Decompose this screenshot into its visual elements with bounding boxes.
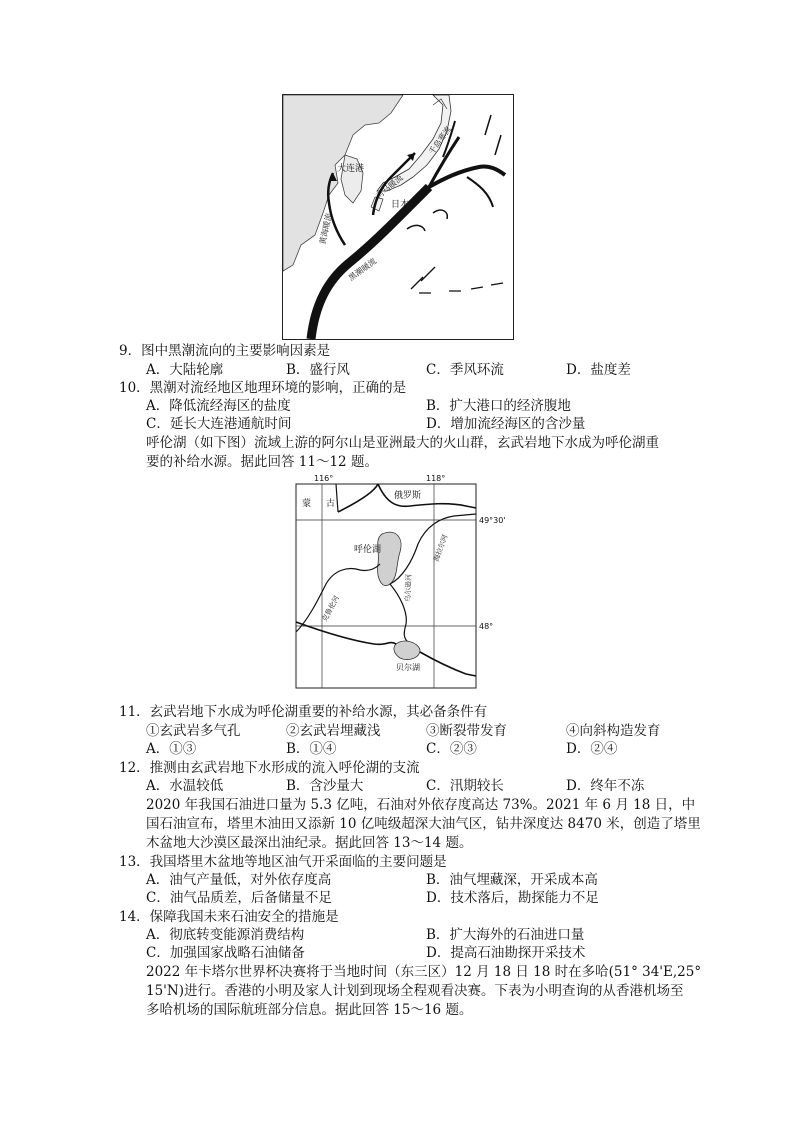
arrow-3 [421, 267, 435, 281]
label-russia: 俄罗斯 [394, 491, 422, 501]
q9-option-a[interactable]: A．大陆轮廓 [146, 362, 224, 378]
q13-option-b[interactable]: B．油气埋藏深，开采成本高 [426, 872, 598, 888]
q11-option-a[interactable]: A．①③ [146, 741, 197, 757]
westward-arrows [419, 283, 503, 293]
eddy-1 [407, 225, 425, 231]
q9-option-c[interactable]: C．季风环流 [426, 362, 504, 378]
q12-option-b[interactable]: B．含沙量大 [286, 778, 364, 794]
arrow-4 [411, 277, 423, 289]
label-kuroshio: 黑潮暖流 [346, 256, 379, 283]
kuroshio-south-branch [467, 177, 493, 207]
q13-option-a[interactable]: A．油气产量低，对外依存度高 [146, 872, 332, 888]
arrow-1 [485, 115, 491, 135]
intro-13-line-3: 木盆地大沙漠区最深出油纪录。据此回答 13～14 题。 [146, 835, 473, 851]
label-lat-4930: 49°30' [479, 516, 506, 525]
intro-15-line-3: 多哈机场的国际航班部分信息。据此回答 15～16 题。 [146, 1002, 473, 1018]
q11-item-4: ④向斜构造发育 [566, 723, 661, 739]
label-hulun: 呼伦湖 [354, 545, 382, 555]
label-buir: 贝尔湖 [396, 663, 420, 672]
intro-15-line-2: 15'N)进行。香港的小明及家人计划到现场全程观看决赛。下表为小明查询的从香港机场至 [146, 983, 684, 999]
q14-option-d[interactable]: D．提高石油勘探开采技术 [426, 945, 586, 961]
label-mongolia-2: 古 [326, 499, 336, 509]
label-lat-48: 48° [479, 622, 494, 631]
q10-option-b[interactable]: B．扩大港口的经济腹地 [426, 398, 571, 414]
q13-option-c[interactable]: C．油气品质差，后备储量不足 [146, 890, 332, 906]
hulun-lake-map [278, 472, 518, 704]
label-dalian: 大连港 [337, 164, 365, 174]
q11-item-3: ③断裂带发育 [426, 723, 507, 739]
intro-13-line-1: 2020 年我国石油进口量为 5.3 亿吨，石油对外依存度高达 73%。2021 年 6 月 18 日，中 [146, 797, 696, 813]
q12-option-d[interactable]: D．终年不冻 [566, 778, 645, 794]
q14-stem: 14．保障我国未来石油安全的措施是 [119, 909, 339, 925]
eddy-2 [433, 210, 447, 219]
intro-13-line-2: 国石油宣布，塔里木油田又添新 10 亿吨级超深大油气区，钻井深度达 8470 米，创造了塔里 [146, 816, 701, 832]
intro-11-line-1: 呼伦湖（如下图）流域上游的阿尔山是亚洲最大的火山群，玄武岩地下水成为呼伦湖重 [146, 435, 659, 451]
q12-stem: 12．推测由玄武岩地下水形成的流入呼伦湖的支流 [119, 760, 420, 776]
label-japan: 日本 [391, 200, 410, 210]
q9-option-d[interactable]: D．盐度差 [566, 362, 631, 378]
q10-option-a[interactable]: A．降低流经海区的盐度 [146, 398, 291, 414]
q10-option-d[interactable]: D．增加流经海区的含沙量 [426, 416, 586, 432]
q9-option-b[interactable]: B．盛行风 [286, 362, 350, 378]
q12-option-a[interactable]: A．水温较低 [146, 778, 224, 794]
q10-stem: 10．黑潮对流经地区地理环境的影响，正确的是 [119, 380, 407, 396]
label-oyashio: 千岛寒流 [427, 124, 453, 157]
q13-option-d[interactable]: D．技术落后，勘探能力不足 [426, 890, 599, 906]
map-frame [296, 484, 476, 688]
q12-option-c[interactable]: C．汛期较长 [426, 778, 504, 794]
q11-item-2: ②玄武岩埋藏浅 [286, 723, 381, 739]
label-kherlen: 克鲁伦河 [320, 594, 341, 623]
q9-stem: 9．图中黑潮流向的主要影响因素是 [119, 343, 331, 359]
label-lon-118: 118° [426, 474, 446, 483]
q14-option-c[interactable]: C．加强国家战略石油储备 [146, 945, 305, 961]
arrow-2 [495, 135, 501, 155]
q11-option-c[interactable]: C．②③ [426, 741, 477, 757]
q14-option-b[interactable]: B．扩大海外的石油进口量 [426, 927, 585, 943]
kuroshio-map [282, 94, 514, 340]
q11-option-d[interactable]: D．②④ [566, 741, 618, 757]
q13-stem: 13．我国塔里木盆地等地区油气开采面临的主要问题是 [119, 854, 447, 870]
label-lon-116: 116° [314, 474, 334, 483]
q11-stem: 11．玄武岩地下水成为呼伦湖重要的补给水源，其必备条件有 [119, 704, 488, 720]
q11-option-b[interactable]: B．①④ [286, 741, 337, 757]
q14-option-a[interactable]: A．彻底转变能源消费结构 [146, 927, 305, 943]
q10-option-c[interactable]: C．延长大连港通航时间 [146, 416, 292, 432]
intro-15-line-1: 2022 年卡塔尔世界杯决赛将于当地时间（东三区）12 月 18 日 18 时在多哈(51° 34'E,25° [146, 964, 702, 980]
label-yellow-sea-warm: 黄海暖流 [318, 212, 334, 246]
intro-11-line-2: 要的补给水源。据此回答 11～12 题。 [146, 454, 378, 470]
label-hailar: 海拉尔河 [432, 533, 450, 563]
label-orshun: 乌尔逊河 [404, 573, 413, 603]
buir-lake-shape [394, 641, 420, 659]
label-tsushima-warm: 对马暖流 [374, 173, 405, 201]
label-mongolia-1: 蒙 [302, 499, 312, 509]
q11-item-1: ①玄武岩多气孔 [146, 723, 241, 739]
korea-shape [341, 155, 363, 203]
hulun-map-drawing [278, 472, 518, 704]
kuroshio-map-drawing [283, 95, 513, 339]
